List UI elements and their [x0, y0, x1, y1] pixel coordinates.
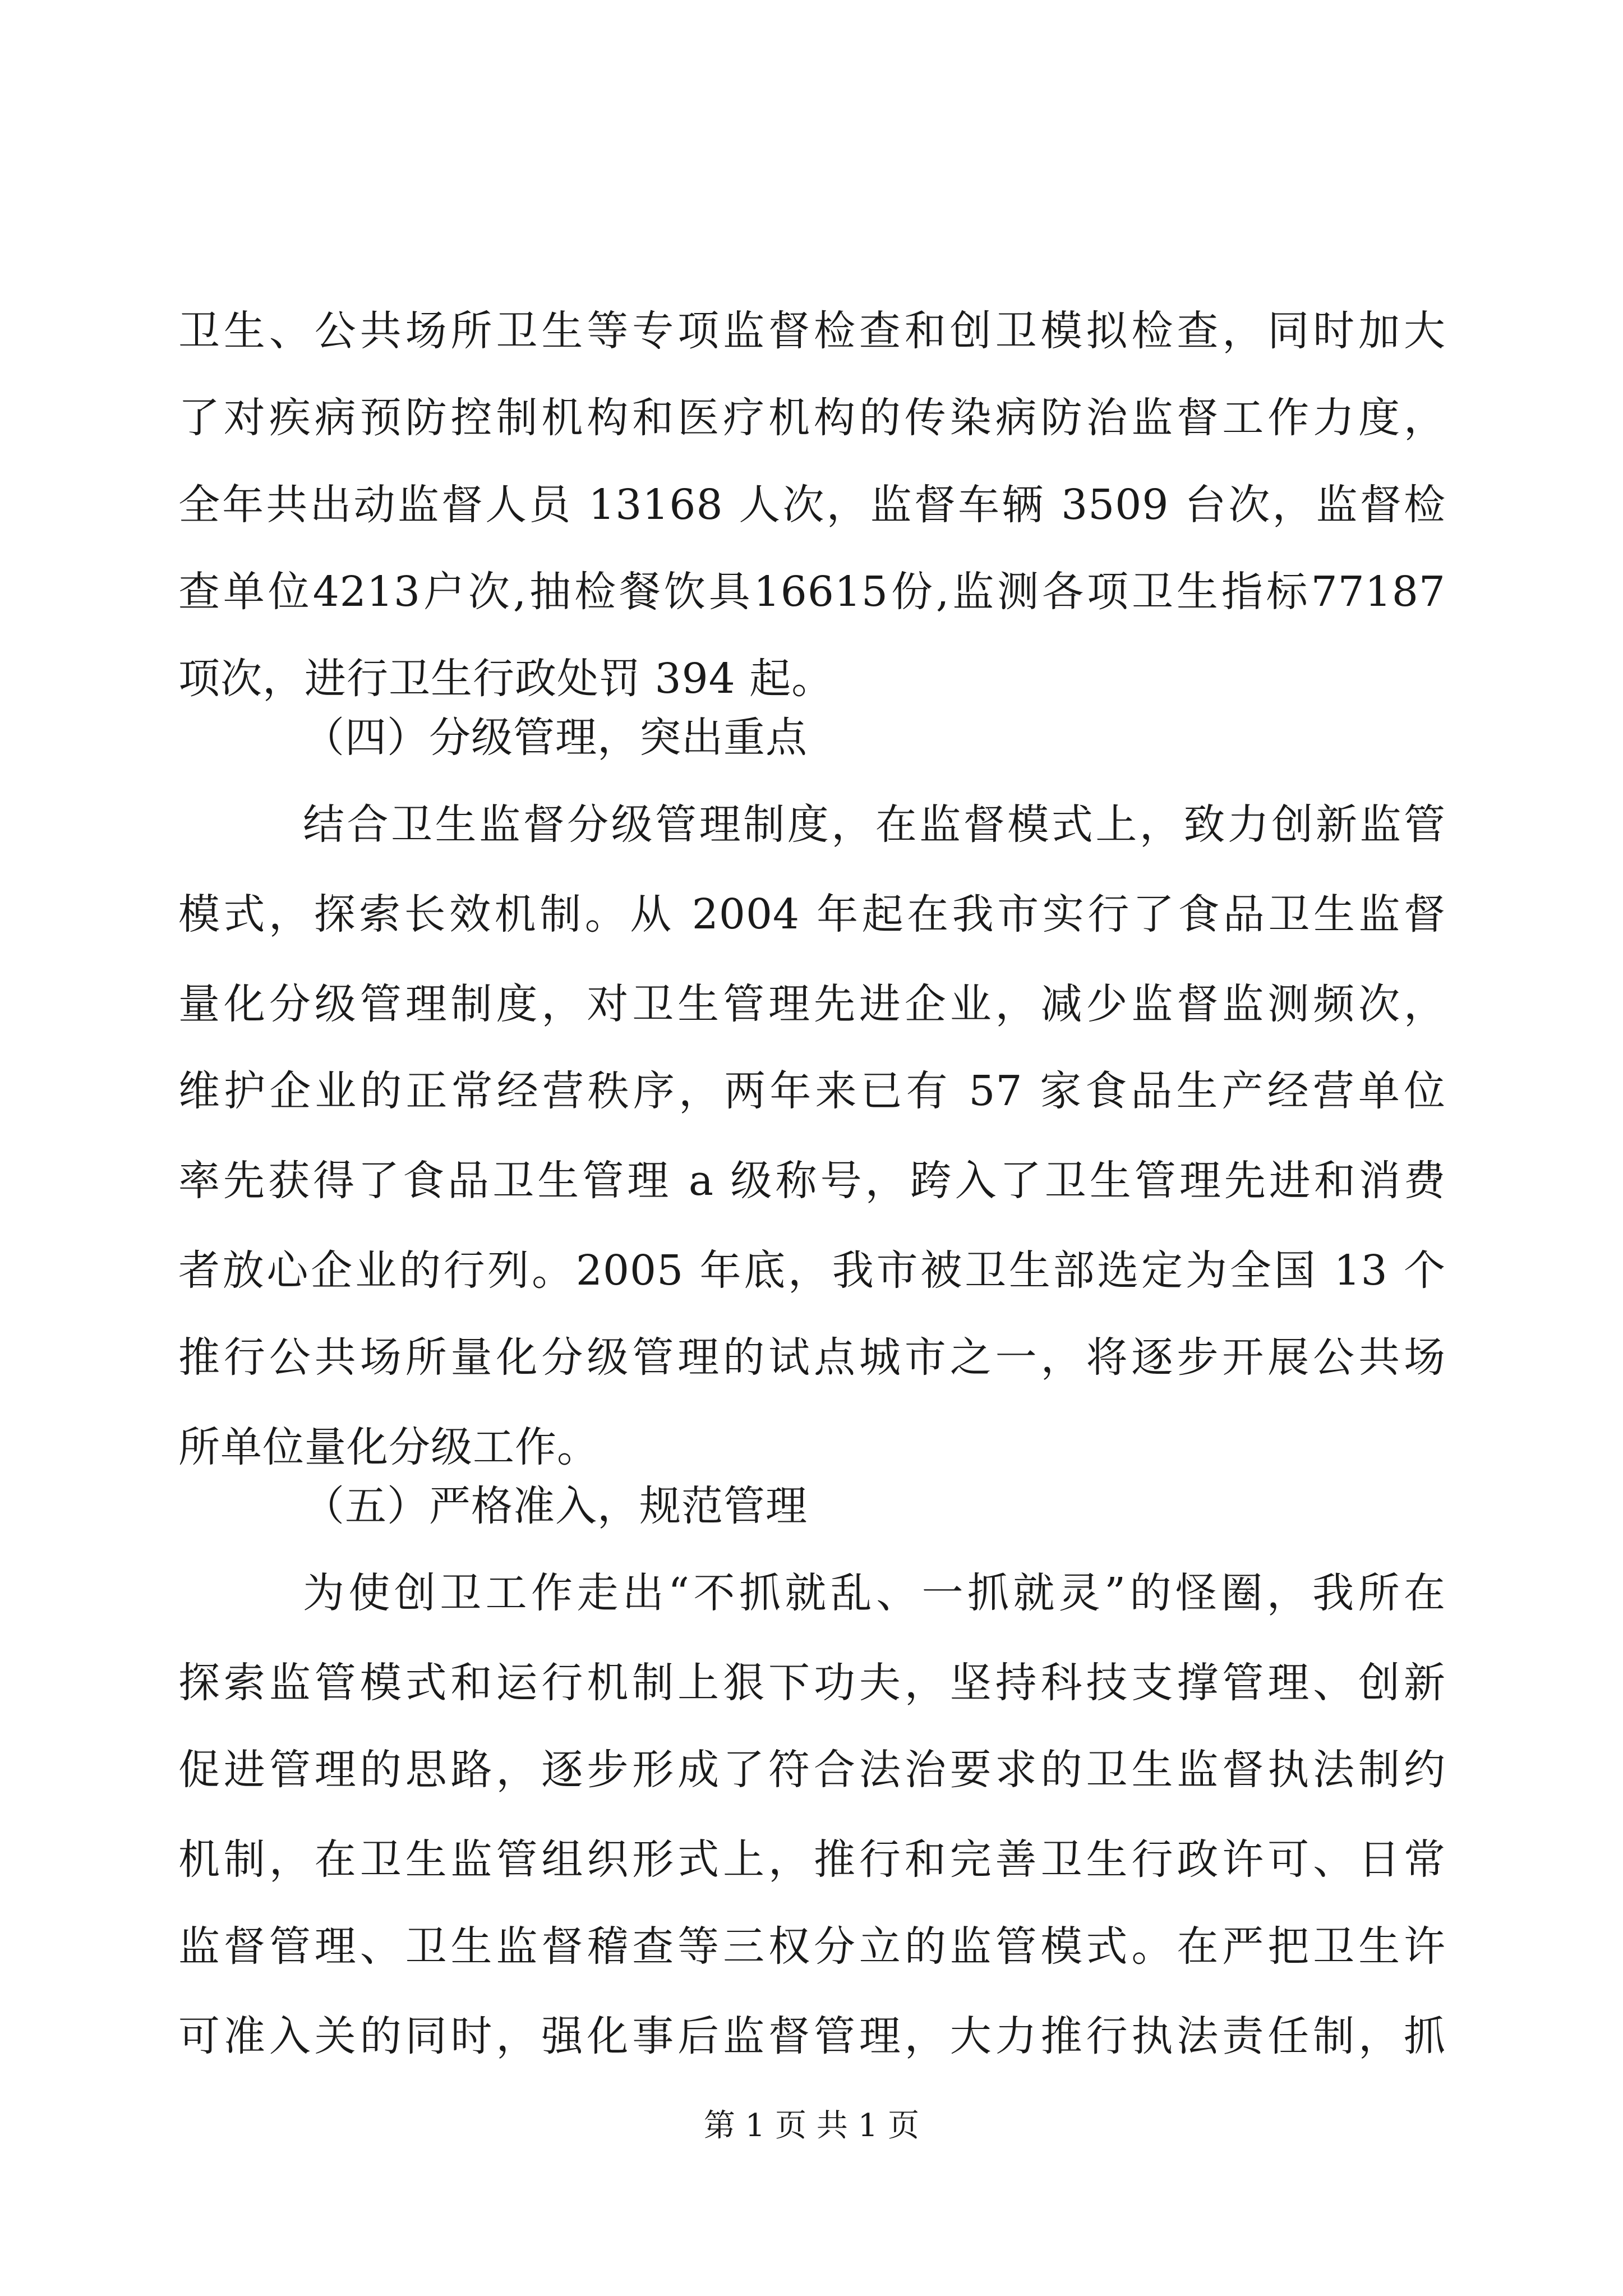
- section-heading: （四）分级管理，突出重点: [303, 714, 808, 762]
- section-heading: （五）严格准入，规范管理: [303, 1482, 808, 1530]
- text-line: 促进管理的思路，逐步形成了符合法治要求的卫生监督执法制约: [178, 1746, 1446, 1794]
- text-line: 模式，探索长效机制。从 2004 年起在我市实行了食品卫生监督: [178, 890, 1446, 938]
- text-line: 率先获得了食品卫生管理 a 级称号，跨入了卫生管理先进和消费: [178, 1157, 1446, 1205]
- text-line: 可准入关的同时，强化事后监督管理，大力推行执法责任制，抓: [178, 2012, 1446, 2060]
- text-line: 卫生、公共场所卫生等专项监督检查和创卫模拟检查，同时加大: [178, 307, 1446, 355]
- text-line: 查单位4213户次,抽检餐饮具16615份,监测各项卫生指标77187: [178, 568, 1446, 616]
- text-line: 机制，在卫生监管组织形式上，推行和完善卫生行政许可、日常: [178, 1835, 1446, 1884]
- text-line: 探索监管模式和运行机制上狠下功夫，坚持科技支撑管理、创新: [178, 1659, 1446, 1707]
- text-line: 所单位量化分级工作。: [178, 1423, 599, 1471]
- text-line: 者放心企业的行列。2005 年底，我市被卫生部选定为全国 13 个: [178, 1246, 1446, 1295]
- paragraph-first-line: 结合卫生监督分级管理制度，在监督模式上，致力创新监管: [303, 800, 1446, 849]
- paragraph-first-line: 为使创卫工作走出“不抓就乱、一抓就灵”的怪圈，我所在: [303, 1569, 1446, 1617]
- text-line: 全年共出动监督人员 13168 人次，监督车辆 3509 台次，监督检: [178, 481, 1446, 529]
- text-line: 监督管理、卫生监督稽查等三权分立的监管模式。在严把卫生许: [178, 1922, 1446, 1971]
- text-line: 推行公共场所量化分级管理的试点城市之一，将逐步开展公共场: [178, 1333, 1446, 1382]
- text-line: 量化分级管理制度，对卫生管理先进企业，减少监督监测频次，: [178, 980, 1446, 1028]
- text-line: 项次，进行卫生行政处罚 394 起。: [178, 655, 834, 703]
- text-line: 了对疾病预防控制机构和医疗机构的传染病防治监督工作力度，: [178, 394, 1446, 442]
- page-number-footer: 第 1 页 共 1 页: [703, 2108, 920, 2144]
- text-line: 维护企业的正常经营秩序，两年来已有 57 家食品生产经营单位: [178, 1067, 1446, 1115]
